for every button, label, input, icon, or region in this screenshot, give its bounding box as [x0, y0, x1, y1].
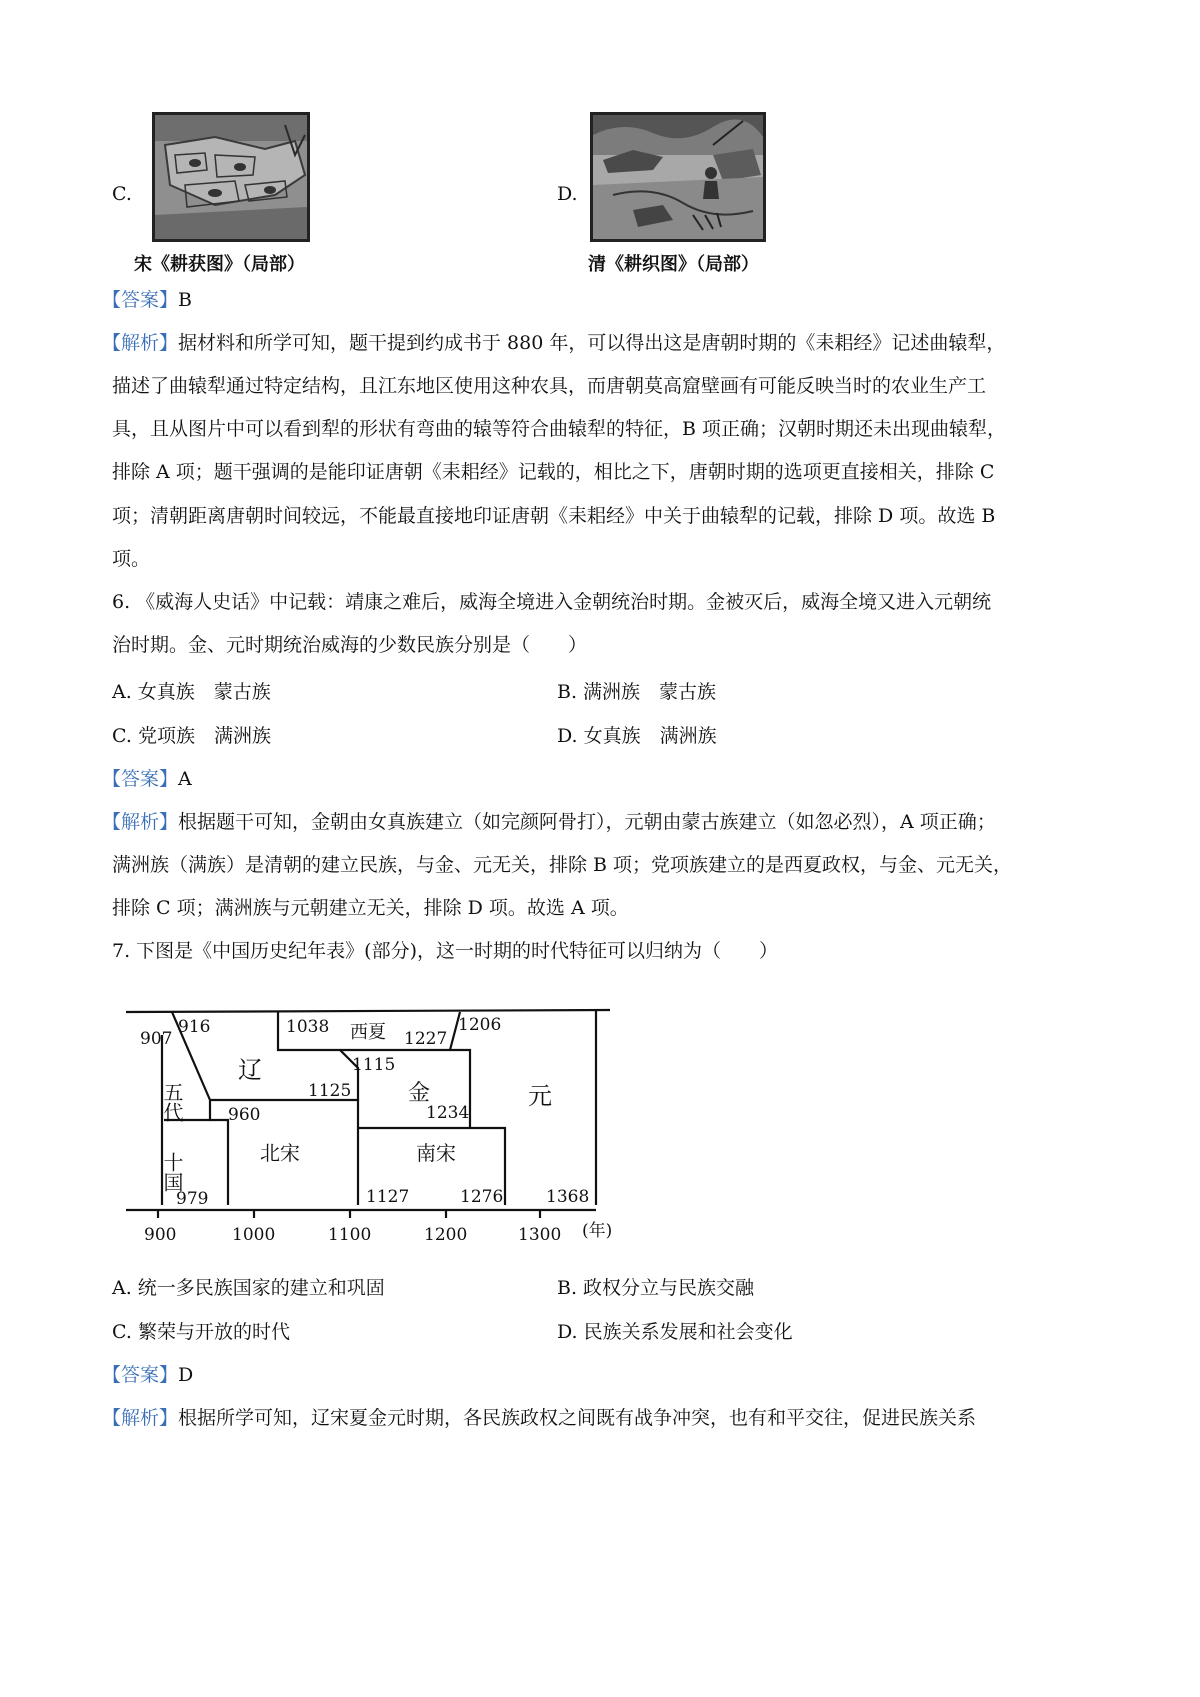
- region-label: 十国: [160, 1152, 184, 1192]
- year-label: 979: [176, 1189, 209, 1209]
- q5-analysis-line: 具，且从图片中可以看到犁的形状有弯曲的辕等符合曲辕犁的特征，B 项正确；汉朝时期还未出现曲辕犁，: [112, 418, 1007, 440]
- answer-tag: 【答案】: [102, 289, 179, 311]
- q6-analysis-line: 满洲族（满族）是清朝的建立民族，与金、元无关，排除 B 项；党项族建立的是西夏政权，与金、元无关，: [112, 854, 1013, 876]
- q7-answer: [102, 1363, 193, 1387]
- shiguo-right-boundary: [210, 1120, 228, 1205]
- q7-option-a: A. 统一多民族国家的建立和巩固: [112, 1277, 385, 1299]
- region-label: 五代: [160, 1082, 184, 1122]
- year-label: 916: [178, 1017, 211, 1037]
- year-label: 1206: [458, 1015, 502, 1035]
- region-label: 南宋: [416, 1141, 456, 1165]
- analysis-tag: 【解析】: [102, 332, 179, 354]
- qing-painting-image: [590, 112, 766, 242]
- option-c-label: C.: [112, 183, 132, 205]
- answer-tag: 【答案】: [102, 768, 179, 790]
- year-label: 1276: [460, 1187, 504, 1207]
- year-label: 907: [140, 1029, 173, 1049]
- q6-analysis-line: [102, 810, 996, 834]
- year-label: 1115: [352, 1055, 396, 1075]
- q7-stem: 7. 下图是《中国历史纪年表》(部分)，这一时期的时代特征可以归纳为（ ）: [112, 940, 778, 962]
- answer-value: D: [178, 1364, 194, 1386]
- chronology-timeline-diagram: [120, 1000, 630, 1245]
- q6-option-a: A. 女真族 蒙古族: [112, 681, 271, 703]
- q7-analysis-line: [102, 1406, 976, 1430]
- axis-tick-label: 1300: [518, 1225, 562, 1245]
- q5-analysis-line: 项。: [112, 548, 151, 570]
- q6-option-b: B. 满洲族 蒙古族: [557, 681, 717, 703]
- region-label: 辽: [238, 1056, 262, 1084]
- q7-option-b: B. 政权分立与民族交融: [557, 1277, 755, 1299]
- axis-tick-label: 900: [144, 1225, 177, 1245]
- q5-analysis-line: [102, 331, 1005, 355]
- analysis-text: 根据所学可知，辽宋夏金元时期，各民族政权之间既有战争冲突，也有和平交往，促进民族关系: [178, 1407, 977, 1429]
- option-d-caption: 清《耕织图》（局部）: [588, 254, 759, 275]
- q5-analysis-line: 描述了曲辕犁通过特定结构，且江东地区使用这种农具，而唐朝莫高窟壁画有可能反映当时的农业生产工: [112, 375, 987, 397]
- analysis-tag: 【解析】: [102, 1407, 179, 1429]
- year-label: 1227: [404, 1029, 448, 1049]
- song-painting-image: [152, 112, 310, 242]
- q6-option-c: C. 党项族 满洲族: [112, 725, 271, 747]
- song-painting-drawing: [155, 115, 307, 239]
- q6-stem-line: 6. 《威海人史话》中记载：靖康之难后，威海全境进入金朝统治时期。金被灭后，威海全境又进入元朝统: [112, 591, 992, 613]
- q6-stem-line: 治时期。金、元时期统治威海的少数民族分别是（ ）: [112, 634, 588, 656]
- option-c-caption: 宋《耕获图》（局部）: [134, 254, 305, 275]
- region-label: 西夏: [350, 1022, 386, 1043]
- axis-tick-label: 1200: [424, 1225, 468, 1245]
- answer-value: B: [178, 289, 192, 311]
- q6-option-d: D. 女真族 满洲族: [557, 725, 717, 747]
- region-label: 元: [528, 1082, 552, 1110]
- region-label: 金: [408, 1081, 431, 1106]
- q5-answer: [102, 288, 192, 312]
- year-label: 960: [228, 1105, 261, 1125]
- year-label: 1234: [426, 1103, 470, 1123]
- analysis-text: 据材料和所学可知，题干提到约成书于 880 年，可以得出这是唐朝时期的《耒耜经》记述曲辕犁，: [178, 332, 1006, 354]
- analysis-text: 根据题干可知，金朝由女真族建立（如完颜阿骨打），元朝由蒙古族建立（如忽必烈），A 项正确；: [178, 811, 996, 833]
- option-d-label: D.: [557, 183, 578, 205]
- year-label: 1368: [546, 1187, 590, 1207]
- q6-answer: [102, 767, 192, 791]
- axis-tick-label: 1000: [232, 1225, 276, 1245]
- region-label: 北宋: [260, 1141, 300, 1165]
- q7-option-c: C. 繁荣与开放的时代: [112, 1321, 290, 1343]
- answer-tag: 【答案】: [102, 1364, 179, 1386]
- q6-analysis-line: 排除 C 项；满洲族与元朝建立无关，排除 D 项。故选 A 项。: [112, 897, 629, 919]
- year-label: 1038: [286, 1017, 330, 1037]
- axis-tick-label: 1100: [328, 1225, 372, 1245]
- year-label: 1125: [308, 1081, 352, 1101]
- qing-painting-drawing: [593, 115, 763, 239]
- frame-top-line: [126, 1010, 610, 1012]
- q7-option-d: D. 民族关系发展和社会变化: [557, 1321, 793, 1343]
- q5-analysis-line: 排除 A 项；题干强调的是能印证唐朝《耒耜经》记载的，相比之下，唐朝时期的选项更直接相关，排除 C: [112, 461, 995, 483]
- answer-value: A: [178, 768, 192, 790]
- axis-unit-label: (年): [582, 1221, 613, 1241]
- q5-analysis-line: 项；清朝距离唐朝时间较远，不能最直接地印证唐朝《耒耜经》中关于曲辕犁的记载，排除 D 项。故选 B: [112, 505, 996, 527]
- year-label: 1127: [366, 1187, 410, 1207]
- analysis-tag: 【解析】: [102, 811, 179, 833]
